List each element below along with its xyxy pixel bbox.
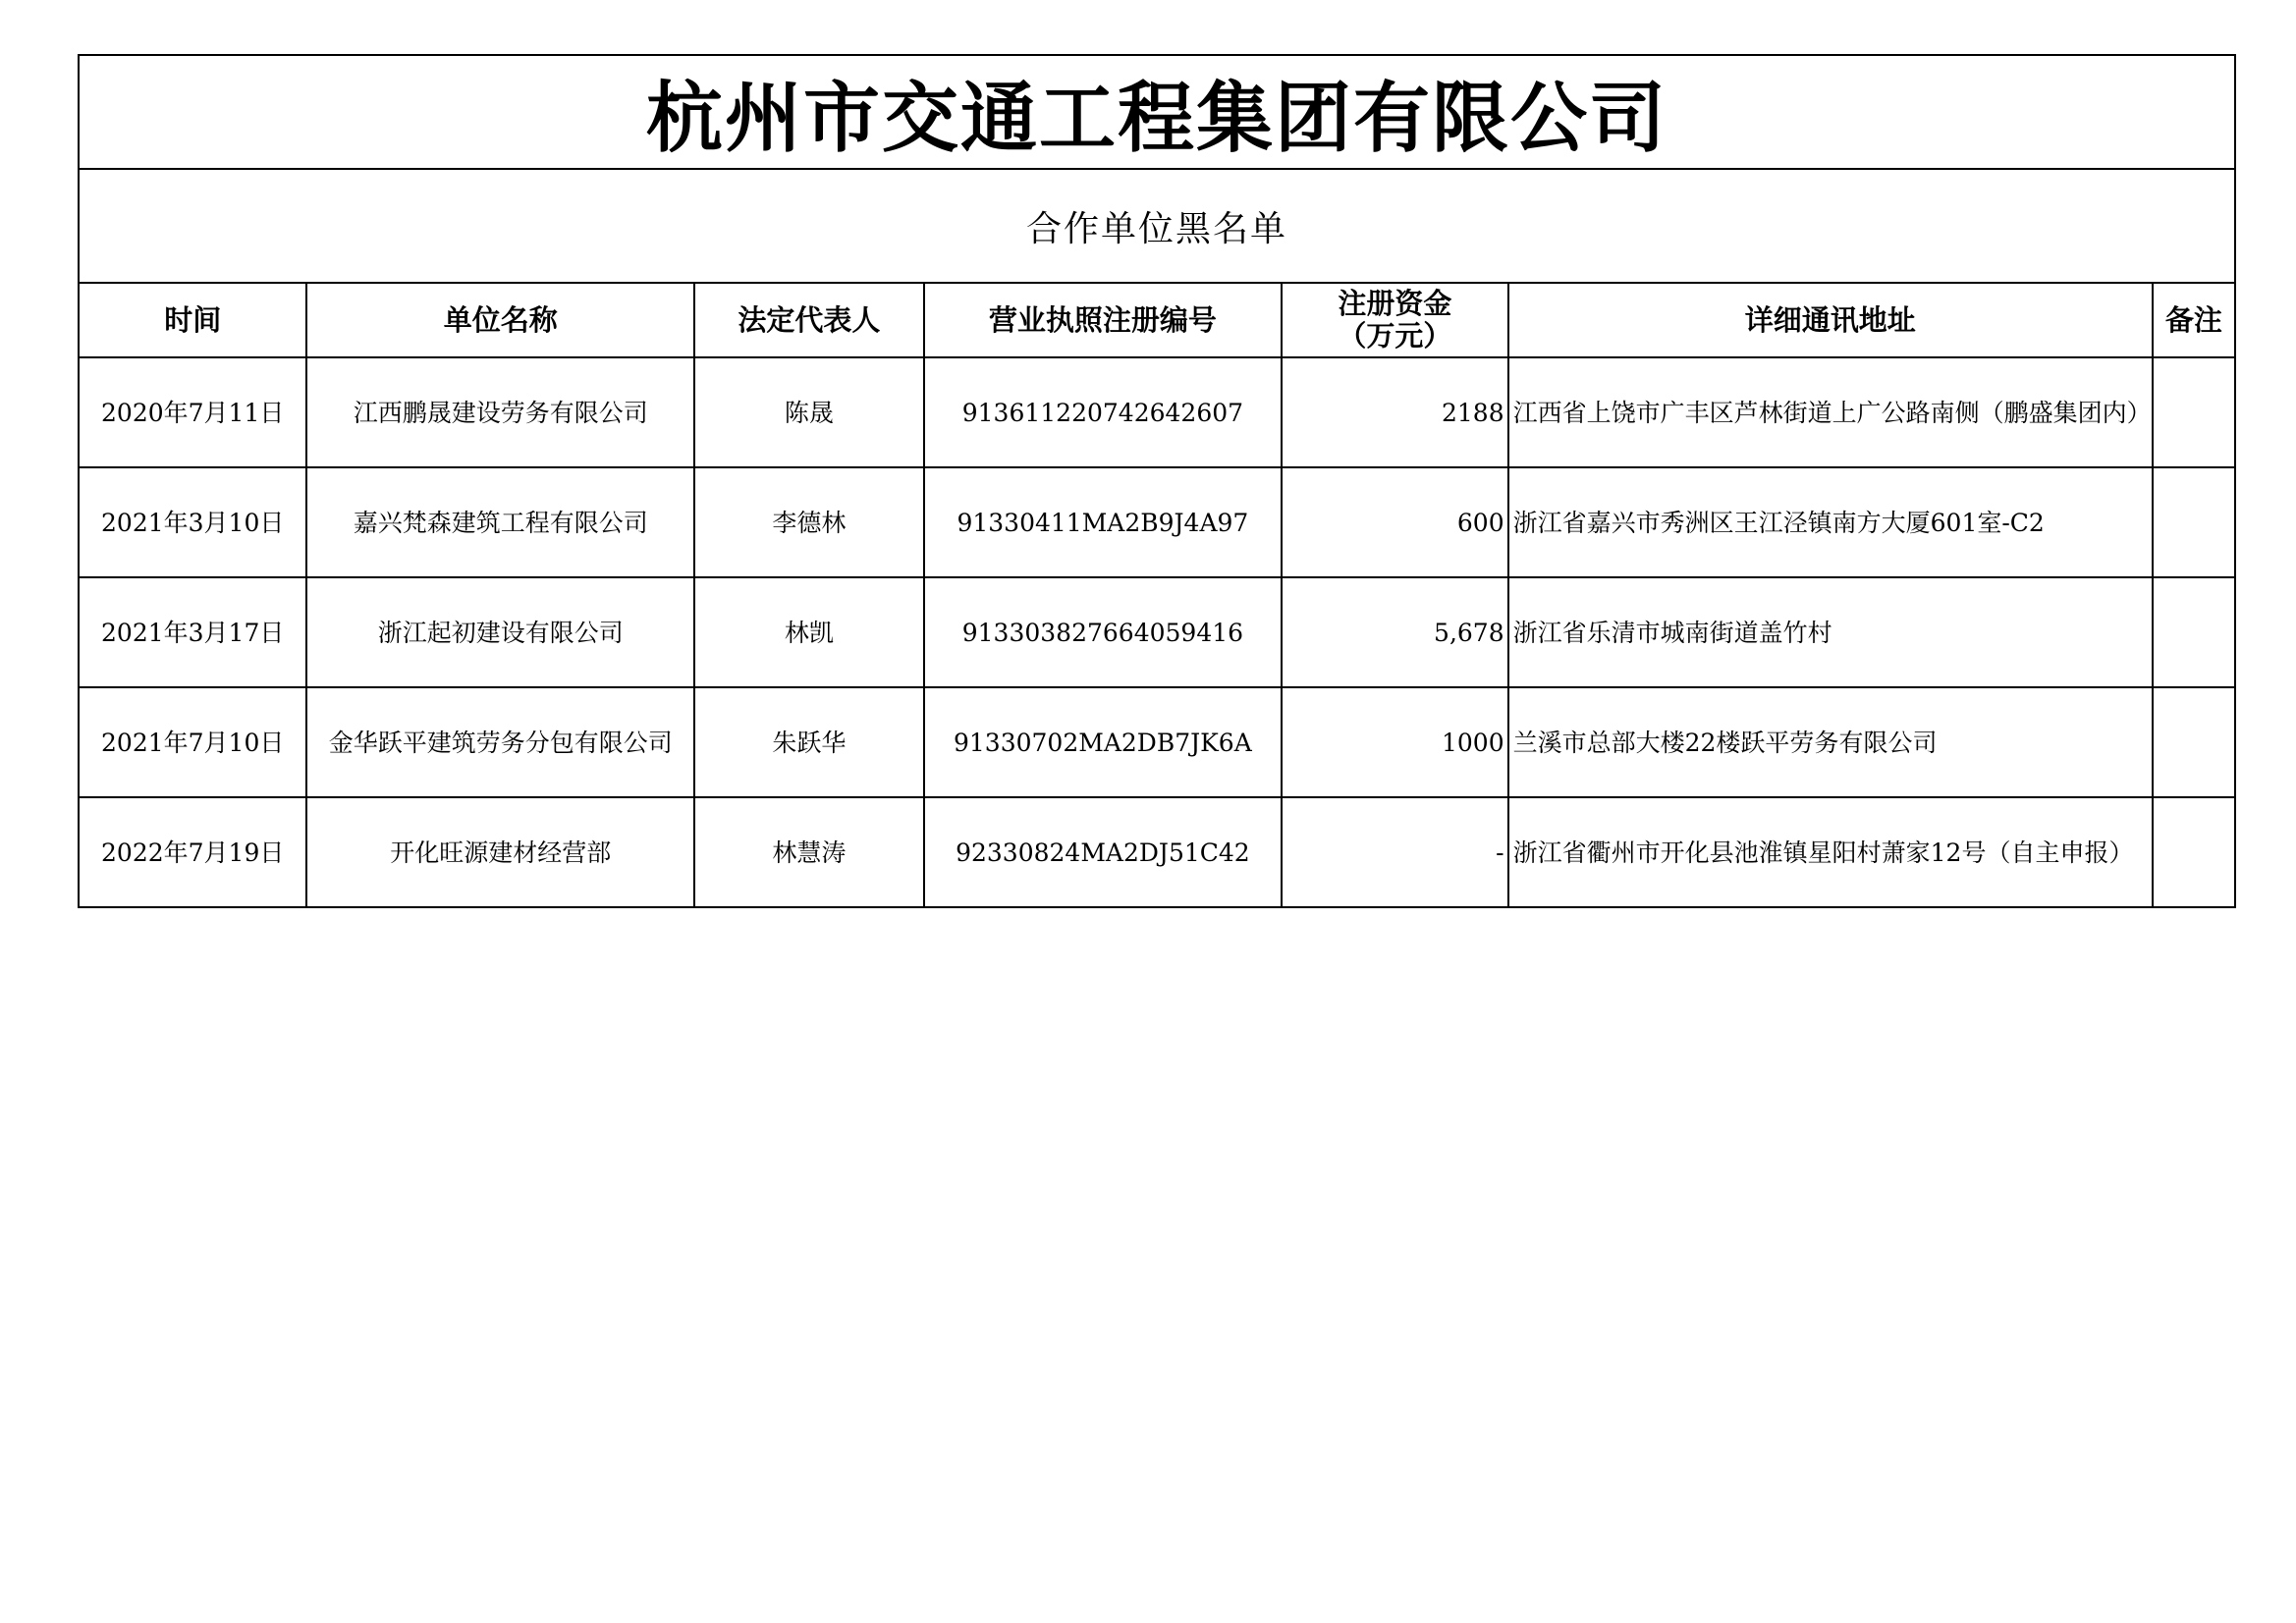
cell-remark <box>2153 357 2235 467</box>
cell-capital: - <box>1282 797 1507 907</box>
table-header-row <box>79 283 2235 357</box>
cell-remark <box>2153 577 2235 687</box>
cell-company: 金华跃平建筑劳务分包有限公司 <box>306 687 694 797</box>
cell-capital: 2188 <box>1282 357 1507 467</box>
cell-legal-rep: 朱跃华 <box>694 687 923 797</box>
table-row <box>79 797 2235 907</box>
header-capital <box>1282 283 1507 357</box>
cell-address: 浙江省嘉兴市秀洲区王江泾镇南方大厦601室-C2 <box>1508 467 2153 577</box>
cell-legal-rep: 林凯 <box>694 577 923 687</box>
cell-company: 嘉兴梵森建筑工程有限公司 <box>306 467 694 577</box>
cell-date: 2022年7月19日 <box>79 797 306 907</box>
cell-license-no: 913303827664059416 <box>924 577 1283 687</box>
header-remark: 备注 <box>2153 283 2235 357</box>
table-row <box>79 467 2235 577</box>
table-row <box>79 577 2235 687</box>
header-company: 单位名称 <box>306 283 694 357</box>
header-capital-line2: （万元） <box>1338 319 1452 352</box>
cell-address: 浙江省乐清市城南街道盖竹村 <box>1508 577 2153 687</box>
cell-legal-rep: 林慧涛 <box>694 797 923 907</box>
cell-legal-rep: 陈晟 <box>694 357 923 467</box>
cell-capital: 5,678 <box>1282 577 1507 687</box>
cell-license-no: 92330824MA2DJ51C42 <box>924 797 1283 907</box>
header-legal-rep: 法定代表人 <box>694 283 923 357</box>
header-capital-line1: 注册资金 <box>1338 287 1452 320</box>
cell-company: 江西鹏晟建设劳务有限公司 <box>306 357 694 467</box>
cell-address: 兰溪市总部大楼22楼跃平劳务有限公司 <box>1508 687 2153 797</box>
cell-remark <box>2153 467 2235 577</box>
cell-remark <box>2153 797 2235 907</box>
table-row <box>79 687 2235 797</box>
cell-license-no: 91330702MA2DB7JK6A <box>924 687 1283 797</box>
document-title: 杭州市交通工程集团有限公司 <box>79 55 2235 169</box>
cell-date: 2021年3月10日 <box>79 467 306 577</box>
cell-legal-rep: 李德林 <box>694 467 923 577</box>
cell-date: 2020年7月11日 <box>79 357 306 467</box>
cell-address: 江西省上饶市广丰区芦林街道上广公路南侧（鹏盛集团内） <box>1508 357 2153 467</box>
cell-company: 开化旺源建材经营部 <box>306 797 694 907</box>
header-date: 时间 <box>79 283 306 357</box>
cell-date: 2021年7月10日 <box>79 687 306 797</box>
table-row <box>79 357 2235 467</box>
header-license-no: 营业执照注册编号 <box>924 283 1283 357</box>
cell-date: 2021年3月17日 <box>79 577 306 687</box>
cell-license-no: 91330411MA2B9J4A97 <box>924 467 1283 577</box>
cell-company: 浙江起初建设有限公司 <box>306 577 694 687</box>
cell-capital: 1000 <box>1282 687 1507 797</box>
cell-address: 浙江省衢州市开化县池淮镇星阳村萧家12号（自主申报） <box>1508 797 2153 907</box>
cell-remark <box>2153 687 2235 797</box>
cell-license-no: 913611220742642607 <box>924 357 1283 467</box>
header-address: 详细通讯地址 <box>1508 283 2153 357</box>
document-subtitle: 合作单位黑名单 <box>79 169 2235 283</box>
blacklist-table <box>78 54 2236 908</box>
cell-capital: 600 <box>1282 467 1507 577</box>
